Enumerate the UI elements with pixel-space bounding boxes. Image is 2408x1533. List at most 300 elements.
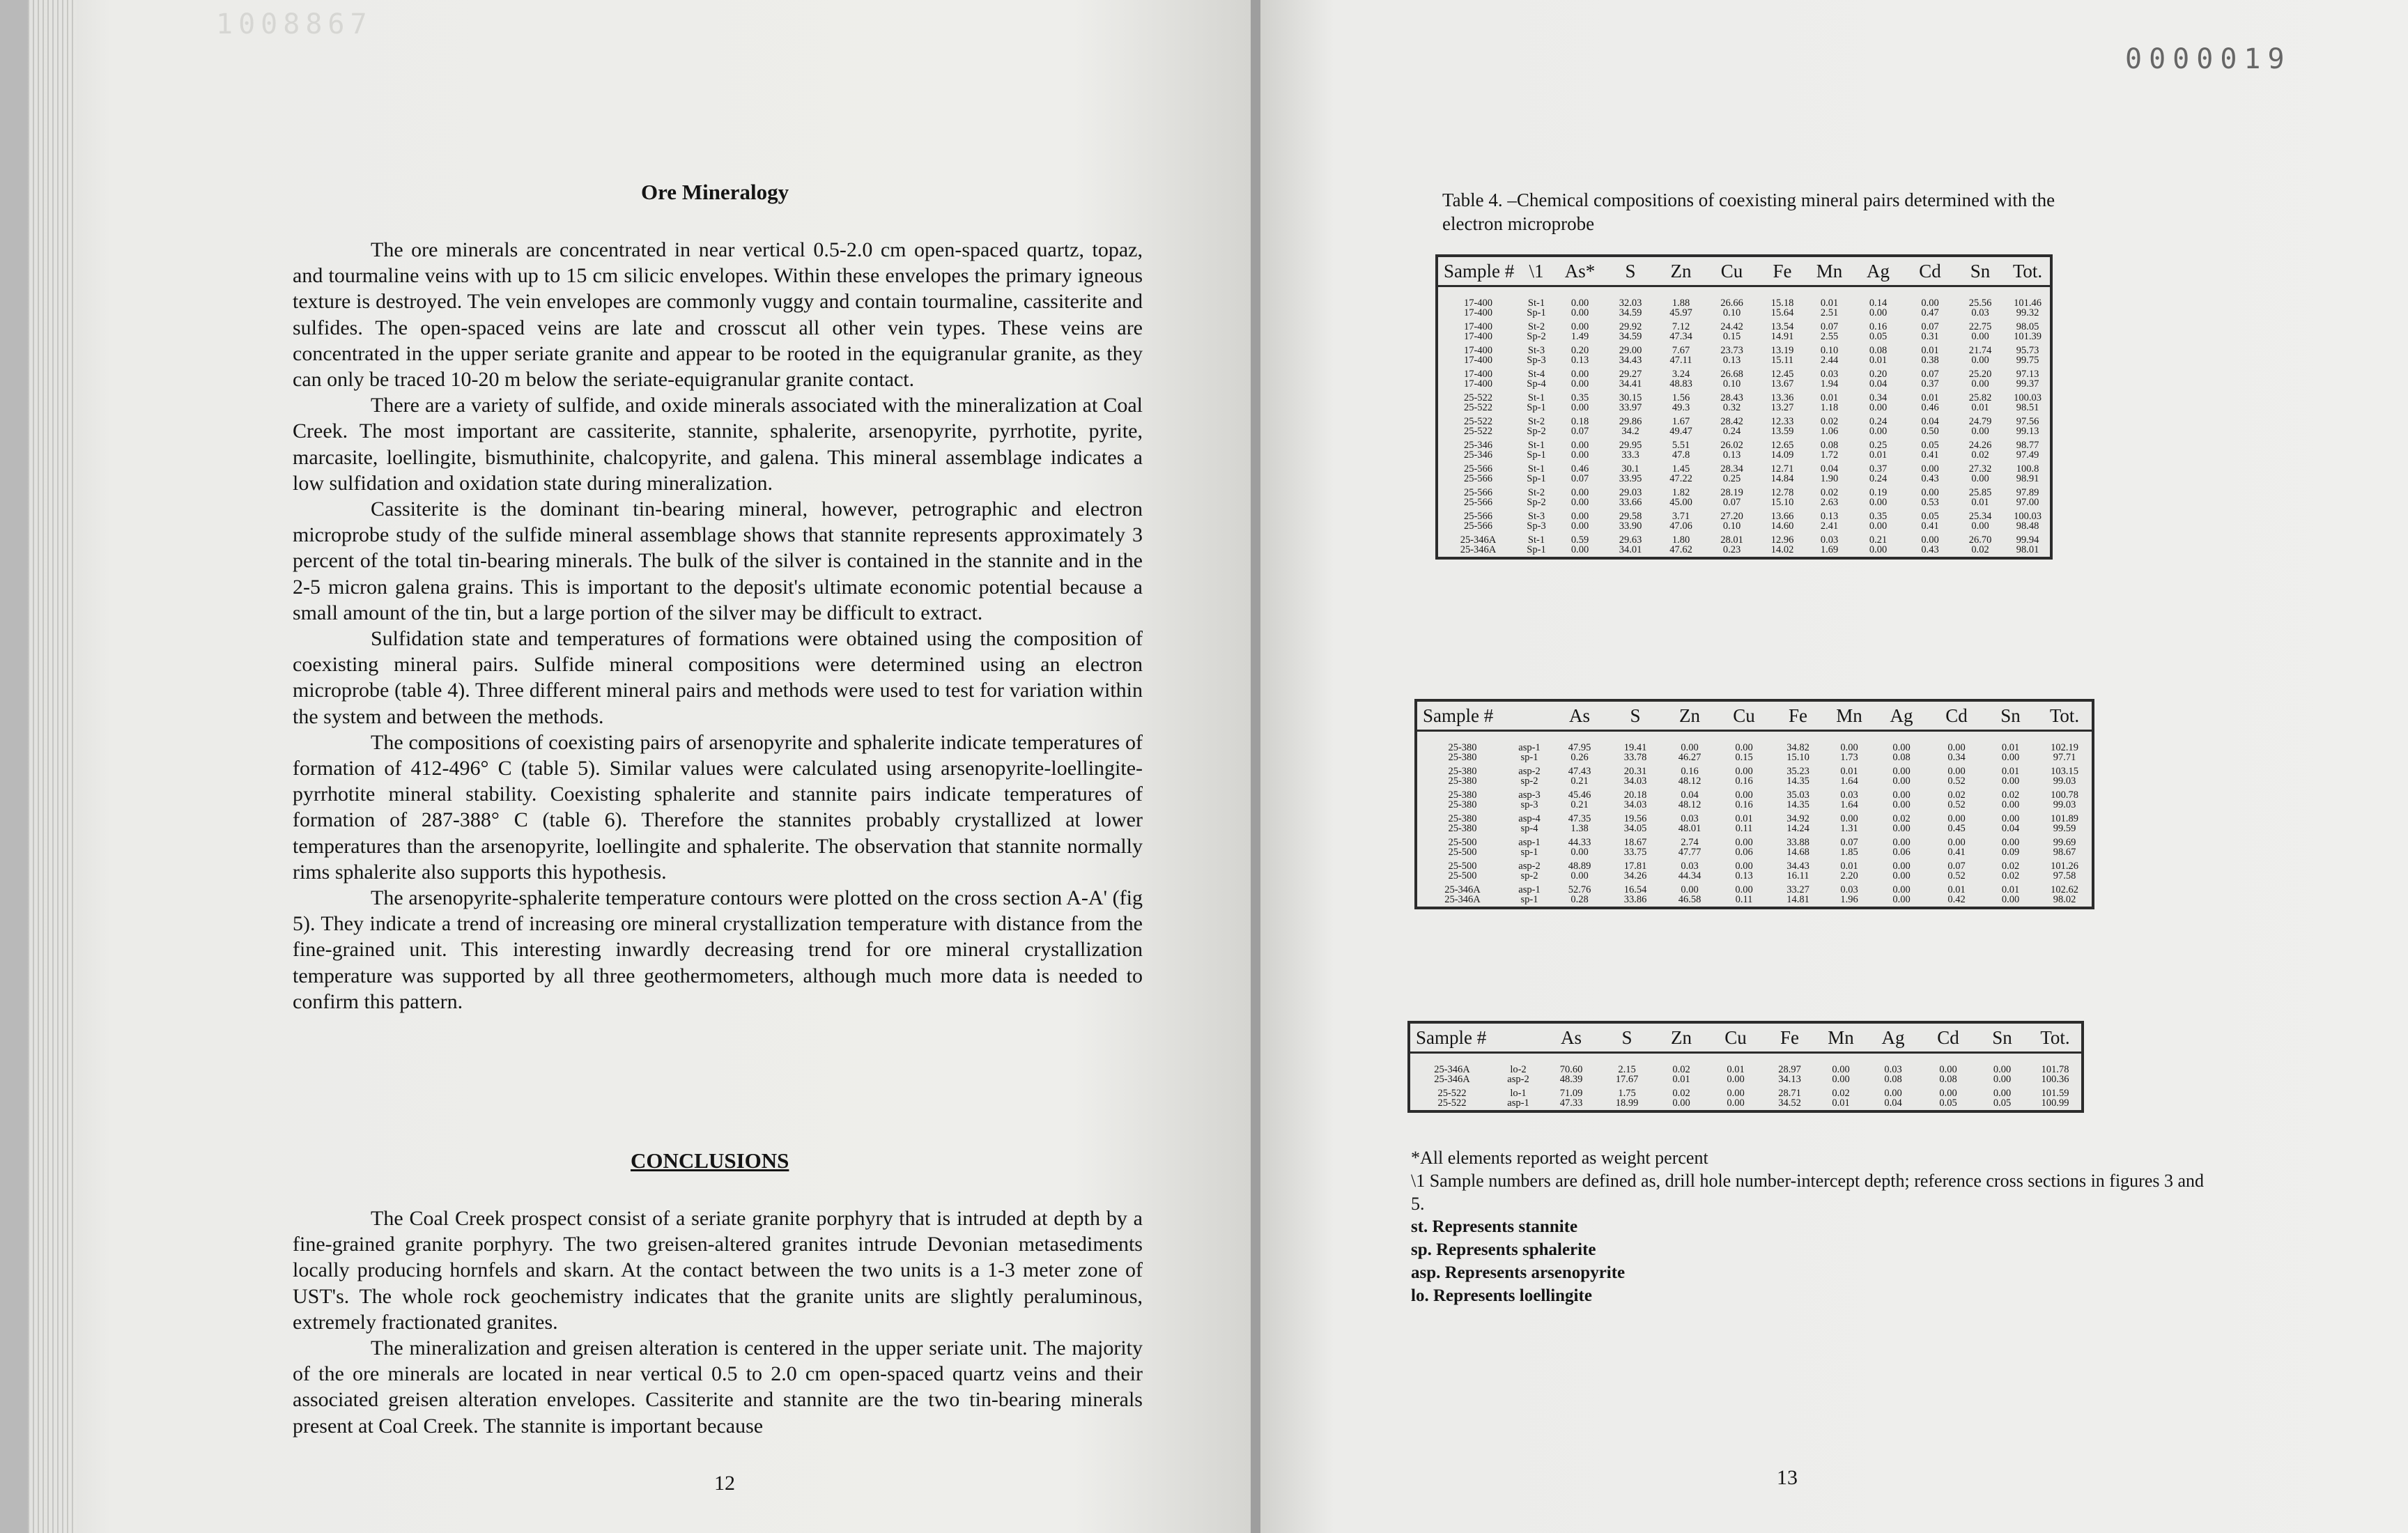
table-cell: 46.27 — [1678, 752, 1701, 763]
table-cell: 0.03 — [1681, 813, 1699, 824]
table-cell: 98.05 — [2016, 321, 2039, 332]
column-header: Cu — [1717, 702, 1771, 731]
table-cell: 25.85 — [1968, 487, 1992, 498]
column-header: Ag — [1851, 257, 1905, 286]
table-notes — [1411, 1146, 2212, 1307]
table-cell: 0.47 — [1921, 307, 1939, 318]
table-row — [1438, 379, 2050, 391]
table-cell: 0.23 — [1722, 544, 1741, 555]
table-cell: 102.62 — [2051, 884, 2078, 895]
table-cell: 3.24 — [1672, 369, 1690, 380]
table-cell: 12.33 — [1770, 416, 1794, 427]
table-cell: 17.67 — [1615, 1074, 1639, 1085]
table-cell: 0.00 — [1570, 497, 1589, 508]
table-cell: 25-522 — [1463, 416, 1493, 427]
table-cell: 0.00 — [1570, 307, 1589, 318]
table-cell: 0.38 — [1921, 355, 1939, 366]
table-cell: 25-522 — [1463, 402, 1493, 413]
table-cell: 29.86 — [1619, 416, 1642, 427]
table-cell: 0.00 — [1993, 1074, 2012, 1085]
table-cell: 47.43 — [1568, 766, 1591, 777]
table-cell: 0.00 — [1971, 473, 1989, 484]
table-cell: 0.41 — [1947, 847, 1966, 858]
table-cell: 34.05 — [1623, 823, 1647, 834]
table-cell: 0.00 — [1570, 321, 1589, 332]
table-cell: 29.58 — [1619, 511, 1642, 522]
table-cell: 1.38 — [1570, 823, 1589, 834]
table-cell: 25-500 — [1448, 847, 1477, 858]
column-header: Sample # — [1410, 1024, 1494, 1053]
table-cell: 0.00 — [1735, 766, 1753, 777]
column-header: Zn — [1656, 257, 1706, 286]
table-cell: 0.07 — [1840, 837, 1858, 848]
table-cell: 22.75 — [1968, 321, 1992, 332]
table-cell: 1.06 — [1820, 426, 1839, 437]
table-cell: 0.05 — [1921, 440, 1939, 451]
table-cell: 34.13 — [1778, 1074, 1801, 1085]
table-cell: 0.13 — [1735, 870, 1753, 881]
table-cell: 0.07 — [1722, 497, 1741, 508]
table-header-row — [1417, 702, 2092, 731]
table-cell: 1.85 — [1840, 847, 1858, 858]
abbreviation: st. Represents stannite — [1411, 1217, 1578, 1236]
table-cell: 16.54 — [1623, 884, 1647, 895]
table-cell: 14.68 — [1786, 847, 1809, 858]
table-row — [1410, 1053, 2081, 1075]
table-cell: 0.02 — [1820, 416, 1839, 427]
table-cell: 25-566 — [1463, 473, 1493, 484]
table-cell: 0.07 — [1820, 321, 1839, 332]
table-cell: 0.00 — [1672, 1097, 1690, 1109]
table-cell: sp-1 — [1520, 894, 1538, 905]
table-cell: 0.01 — [1971, 497, 1989, 508]
table-cell: 19.56 — [1623, 813, 1647, 824]
table-cell: 0.02 — [1971, 449, 1989, 461]
table-cell: 0.00 — [1570, 369, 1589, 380]
table-cell: St-1 — [1527, 392, 1545, 403]
column-header: Cd — [1929, 702, 1984, 731]
table-cell: 15.64 — [1770, 307, 1794, 318]
table-cell: 13.59 — [1770, 426, 1794, 437]
column-header: Fe — [1757, 257, 1807, 286]
table-cell: 25-566 — [1463, 511, 1493, 522]
column-header: Cd — [1905, 257, 1955, 286]
table-cell: 0.00 — [1869, 426, 1888, 437]
paragraph: The arsenopyrite-sphalerite temperature contours were plotted on the cross section A-A' (fig 5). They indicate a trend of increasing ore mineral crystallization temperature with distance from the fine-grained unit. This interesting inwardly decreasing trend for ore mineral crystallization temperature was supported by all three geothermometers, although much more data is needed to confirm this pattern. — [293, 886, 1143, 1013]
table-cell: 0.00 — [1570, 847, 1589, 858]
table-cell: 0.00 — [1735, 884, 1753, 895]
table-cell: 12.71 — [1770, 463, 1794, 475]
table-cell: 28.71 — [1778, 1088, 1801, 1099]
paragraph: The ore minerals are concentrated in near vertical 0.5-2.0 cm open-spaced quartz, topaz, and tourmaline veins with up to 15 cm silicic envelopes. Within these envelopes the primary igneous texture is destroyed. The vein envelopes are commonly vuggy and contain tourmaline, cassiterite and sulfides. The open-spaced veins are late and crosscut all other vein types. These veins are concentrated in the upper seriate granite and appear to be rooted in the equigranular granite, as they can only be traced 10-20 m below the seriate-equigranular granite contact. — [293, 238, 1143, 392]
column-header: As* — [1554, 257, 1605, 286]
table-cell: 99.03 — [2053, 776, 2076, 787]
table-cell: 33.88 — [1786, 837, 1809, 848]
table-cell: 103.15 — [2051, 766, 2078, 777]
table-cell: 33.86 — [1623, 894, 1647, 905]
table-cell: 28.01 — [1720, 534, 1743, 546]
table-cell: 0.01 — [1820, 298, 1839, 309]
column-header: Tot. — [2037, 702, 2092, 731]
table-cell: 25-346 — [1463, 449, 1493, 461]
table-row — [1417, 835, 2092, 847]
table-cell: 0.25 — [1722, 473, 1741, 484]
table-cell: 34.92 — [1786, 813, 1809, 824]
table-cell: 18.99 — [1615, 1097, 1639, 1109]
table-cell: 14.24 — [1786, 823, 1809, 834]
table-cell: 1.94 — [1820, 378, 1839, 390]
table-cell: 0.00 — [1735, 861, 1753, 872]
table-row — [1438, 533, 2050, 545]
table-cell: 0.37 — [1921, 378, 1939, 390]
table-cell: 0.02 — [2001, 789, 2020, 801]
table-cell: 101.59 — [2041, 1088, 2069, 1099]
table-cell: 0.02 — [1672, 1064, 1690, 1075]
table-row — [1417, 895, 2092, 907]
table-cell: 2.44 — [1820, 355, 1839, 366]
table-cell: 25-380 — [1448, 742, 1477, 753]
table-cell: 0.06 — [1735, 847, 1753, 858]
table-cell: 98.51 — [2016, 402, 2039, 413]
table-cell: 0.00 — [1921, 534, 1939, 546]
table-row — [1410, 1098, 2081, 1110]
table-cell: 0.10 — [1722, 307, 1741, 318]
table-cell: sp-4 — [1520, 823, 1538, 834]
table-cell: 32.03 — [1619, 298, 1642, 309]
table-cell: 0.52 — [1947, 799, 1966, 810]
table-row — [1417, 764, 2092, 776]
table-cell: 25-346A — [1434, 1074, 1470, 1085]
table-cell: 34.43 — [1786, 861, 1809, 872]
table-cell: 0.15 — [1722, 331, 1741, 342]
table-cell: 0.00 — [1947, 742, 1966, 753]
page-edge-lines — [28, 0, 77, 1533]
table-cell: 0.00 — [1892, 799, 1911, 810]
table-cell: 0.03 — [1820, 369, 1839, 380]
table-cell: 70.60 — [1559, 1064, 1583, 1075]
table-cell: 0.01 — [1971, 402, 1989, 413]
table-cell: 0.13 — [1570, 355, 1589, 366]
table-row — [1438, 355, 2050, 367]
table-cell: 48.89 — [1568, 861, 1591, 872]
table-row — [1438, 426, 2050, 438]
table-cell: 98.91 — [2016, 473, 2039, 484]
column-header: Cd — [1921, 1024, 1975, 1053]
column-header: Mn — [1825, 702, 1874, 731]
table-cell: 25-380 — [1448, 776, 1477, 787]
table-cell: 34.59 — [1619, 331, 1642, 342]
table-cell: 47.35 — [1568, 813, 1591, 824]
table-row — [1438, 498, 2050, 509]
table-cell: St-1 — [1527, 440, 1545, 451]
table-cell: 0.02 — [1672, 1088, 1690, 1099]
table-cell: 0.00 — [1971, 331, 1989, 342]
column-header: S — [1605, 257, 1656, 286]
table-cell: 2.51 — [1820, 307, 1839, 318]
ore-mineralogy-text — [293, 237, 1143, 1015]
composition-table-loellingite-arsenopyrite — [1407, 1021, 2084, 1113]
table-cell: 0.00 — [1884, 1088, 1902, 1099]
table-cell: 0.24 — [1869, 416, 1888, 427]
page-number-left: 12 — [714, 1472, 735, 1495]
table-cell: 14.35 — [1786, 776, 1809, 787]
table-cell: 0.14 — [1869, 298, 1888, 309]
table-cell: 0.13 — [1722, 355, 1741, 366]
table-cell: 99.13 — [2016, 426, 2039, 437]
table-cell: 0.01 — [1840, 861, 1858, 872]
table-cell: 12.45 — [1770, 369, 1794, 380]
table-cell: 14.09 — [1770, 449, 1794, 461]
table-cell: Sp-1 — [1527, 449, 1546, 461]
table-cell: 0.25 — [1869, 440, 1888, 451]
table-cell: 17-400 — [1463, 331, 1493, 342]
table-row — [1417, 883, 2092, 895]
table-cell: 0.00 — [1570, 402, 1589, 413]
table-cell: 45.00 — [1669, 497, 1692, 508]
table-cell: 45.46 — [1568, 789, 1591, 801]
column-header: Tot. — [2029, 1024, 2081, 1053]
table-cell: 0.01 — [1735, 813, 1753, 824]
table-cell: 101.46 — [2014, 298, 2042, 309]
paragraph: The Coal Creek prospect consist of a seriate granite porphyry that is intruded at depth by a fine-grained granite porphyry. The two greisen-altered granites intrude Devonian metasediments locally producing hornfels and skarn. At the contact between the two units is a 1-3 meter zone of UST's. The whole rock geochemistry indicates that the granite units are slightly peraluminous, extremely fractionated granites. — [293, 1207, 1143, 1334]
table-cell: 34.82 — [1786, 742, 1809, 753]
table-cell: 0.00 — [1892, 884, 1911, 895]
table-cell: 47.06 — [1669, 521, 1692, 532]
table-row — [1438, 486, 2050, 498]
table-cell: asp-3 — [1518, 789, 1541, 801]
table-cell: 0.00 — [1869, 521, 1888, 532]
table-cell: St-3 — [1527, 511, 1545, 522]
table-cell: 0.20 — [1869, 369, 1888, 380]
table-cell: 0.35 — [1869, 511, 1888, 522]
table-cell: 0.01 — [1921, 345, 1939, 356]
table-cell: 28.42 — [1720, 416, 1743, 427]
table-cell: 0.03 — [1884, 1064, 1902, 1075]
table-cell: 25.82 — [1968, 392, 1992, 403]
table-cell: 0.00 — [1570, 440, 1589, 451]
table-row — [1438, 509, 2050, 521]
note-weight-percent: *All elements reported as weight percent — [1411, 1148, 1708, 1168]
table-cell: 99.75 — [2016, 355, 2039, 366]
table-cell: 0.04 — [1921, 416, 1939, 427]
column-header: Mn — [1816, 1024, 1865, 1053]
table-cell: 99.03 — [2053, 799, 2076, 810]
table-cell: 17.81 — [1623, 861, 1647, 872]
table-cell: 0.34 — [1947, 752, 1966, 763]
table-cell: 0.00 — [1921, 487, 1939, 498]
table-cell: 45.97 — [1669, 307, 1692, 318]
table-cell: 7.67 — [1672, 345, 1690, 356]
table-row — [1438, 438, 2050, 450]
table-cell: 0.00 — [1892, 894, 1911, 905]
table-cell: 0.00 — [1892, 861, 1911, 872]
table-cell: 0.26 — [1570, 752, 1589, 763]
table-cell: 24.79 — [1968, 416, 1992, 427]
table-cell: lo-2 — [1510, 1064, 1527, 1075]
table-cell: Sp-2 — [1527, 497, 1546, 508]
table-cell: 33.97 — [1619, 402, 1642, 413]
table-cell: 34.03 — [1623, 799, 1647, 810]
table-cell: 17-400 — [1463, 345, 1493, 356]
table-cell: 25-380 — [1448, 766, 1477, 777]
table-row — [1438, 367, 2050, 379]
table-cell: 0.00 — [1993, 1064, 2012, 1075]
table-row — [1438, 391, 2050, 403]
column-header: Sn — [1984, 702, 2037, 731]
table-cell: 29.00 — [1619, 345, 1642, 356]
table-cell: 0.01 — [1869, 355, 1888, 366]
table-cell: 0.07 — [1947, 861, 1966, 872]
table-cell: 0.00 — [1570, 298, 1589, 309]
table-cell: 33.66 — [1619, 497, 1642, 508]
table-cell: 0.00 — [1570, 487, 1589, 498]
table-cell: 98.02 — [2053, 894, 2076, 905]
table-row — [1417, 812, 2092, 824]
table-cell: 98.77 — [2016, 440, 2039, 451]
table-cell: 0.00 — [2001, 799, 2020, 810]
table-cell: 14.02 — [1770, 544, 1794, 555]
table-row — [1417, 776, 2092, 788]
table-cell: 14.81 — [1786, 894, 1809, 905]
table-cell: 47.33 — [1559, 1097, 1583, 1109]
composition-table-stannite-sphalerite — [1435, 254, 2053, 560]
table-cell: 0.08 — [1820, 440, 1839, 451]
table-cell: 0.20 — [1570, 345, 1589, 356]
table-cell: 25-346A — [1444, 884, 1481, 895]
page-number-right: 13 — [1777, 1466, 1798, 1489]
table-cell: 25-500 — [1448, 870, 1477, 881]
table-cell: 0.01 — [1840, 766, 1858, 777]
table-cell: 0.01 — [1921, 392, 1939, 403]
table-cell: 0.00 — [1869, 497, 1888, 508]
table-cell: 25-522 — [1437, 1088, 1467, 1099]
paragraph: The mineralization and greisen alteration is centered in the upper seriate unit. The majority of the ore minerals are located in near vertical 0.5 to 2.0 cm open-spaced quartz veins and their associated greisen alteration envelopes. Cassiterite and stannite are the two tin-bearing minerals present at Coal Creek. The stannite is important because — [293, 1336, 1143, 1438]
table-cell: 1.80 — [1672, 534, 1690, 546]
table-cell: sp-1 — [1520, 847, 1538, 858]
table-cell: 0.52 — [1947, 776, 1966, 787]
table-cell: 12.65 — [1770, 440, 1794, 451]
table-cell: 19.41 — [1623, 742, 1647, 753]
table-cell: 1.64 — [1840, 776, 1858, 787]
table-cell: 2.41 — [1820, 521, 1839, 532]
table-cell: 25-346A — [1434, 1064, 1470, 1075]
table-cell: 0.00 — [1727, 1074, 1745, 1085]
table-cell: 0.45 — [1947, 823, 1966, 834]
abbreviation: lo. Represents loellingite — [1411, 1286, 1592, 1305]
conclusions-text — [293, 1205, 1143, 1439]
table-cell: 0.02 — [2001, 861, 2020, 872]
table-cell: 27.20 — [1720, 511, 1743, 522]
table-row — [1417, 847, 2092, 859]
table-cell: 18.67 — [1623, 837, 1647, 848]
table-cell: 13.36 — [1770, 392, 1794, 403]
table-cell: 28.19 — [1720, 487, 1743, 498]
table-cell: 0.00 — [1993, 1088, 2012, 1099]
note-sample-numbers: \1 Sample numbers are defined as, drill hole number-intercept depth; reference cross sections in figures 3 and 5. — [1411, 1171, 2205, 1214]
table-cell: 28.97 — [1778, 1064, 1801, 1075]
table-cell: 97.56 — [2016, 416, 2039, 427]
table-cell: 1.73 — [1840, 752, 1858, 763]
table-cell: 26.68 — [1720, 369, 1743, 380]
table-cell: 0.16 — [1735, 776, 1753, 787]
table-cell: sp-3 — [1520, 799, 1538, 810]
table-cell: 47.77 — [1678, 847, 1701, 858]
table-cell: 0.42 — [1947, 894, 1966, 905]
table-cell: 17-400 — [1463, 369, 1493, 380]
table-cell: 0.00 — [1971, 378, 1989, 390]
table-cell: 0.04 — [1869, 378, 1888, 390]
table-cell: 0.00 — [1832, 1074, 1850, 1085]
table-cell: 0.10 — [1820, 345, 1839, 356]
table-cell: 25-380 — [1448, 799, 1477, 810]
table-cell: 99.59 — [2053, 823, 2076, 834]
table-cell: 33.3 — [1621, 449, 1639, 461]
table-cell: 0.02 — [1820, 487, 1839, 498]
table-cell: 0.01 — [1672, 1074, 1690, 1085]
table-cell: 100.03 — [2014, 392, 2042, 403]
table-cell: 47.8 — [1672, 449, 1690, 461]
table-cell: 1.69 — [1820, 544, 1839, 555]
table-cell: 0.00 — [1892, 776, 1911, 787]
table-cell: 24.26 — [1968, 440, 1992, 451]
table-cell: 0.01 — [1947, 884, 1966, 895]
abbreviation-list — [1411, 1215, 2212, 1307]
table-cell: 97.58 — [2053, 870, 2076, 881]
table-cell: 0.31 — [1921, 331, 1939, 342]
table-row — [1417, 788, 2092, 800]
table-cell: sp-1 — [1520, 752, 1538, 763]
table-row — [1417, 731, 2092, 753]
table-cell: 25.56 — [1968, 298, 1992, 309]
table-cell: 0.00 — [1570, 544, 1589, 555]
table-cell: 48.12 — [1678, 776, 1701, 787]
conclusions-heading: CONCLUSIONS — [631, 1148, 789, 1173]
table-cell: St-2 — [1527, 416, 1545, 427]
table-cell: Sp-3 — [1527, 521, 1546, 532]
table-cell: 97.00 — [2016, 497, 2039, 508]
paragraph: Sulfidation state and temperatures of formations were obtained using the composition of coexisting mineral pairs. Sulfide mineral compositions were determined using an electron microprobe (table 4). Three different mineral pairs and methods were used to test for variation within the system and between the methods. — [293, 627, 1143, 728]
table-cell: 1.56 — [1672, 392, 1690, 403]
table-row — [1438, 344, 2050, 355]
table-cell: 0.00 — [1892, 823, 1911, 834]
table-cell: 71.09 — [1559, 1088, 1583, 1099]
table-cell: 25-522 — [1463, 392, 1493, 403]
table-cell: 44.33 — [1568, 837, 1591, 848]
table-cell: 0.04 — [1820, 463, 1839, 475]
table-cell: 0.00 — [1947, 837, 1966, 848]
table-cell: sp-2 — [1520, 776, 1538, 787]
table-caption: Table 4. –Chemical compositions of coexisting mineral pairs determined with the electron microprobe — [1442, 190, 2055, 234]
table-cell: Sp-2 — [1527, 426, 1546, 437]
table-cell: 0.05 — [1993, 1097, 2012, 1109]
table-cell: 0.32 — [1722, 402, 1741, 413]
table-cell: 100.36 — [2041, 1074, 2069, 1085]
table-cell: 0.01 — [2001, 766, 2020, 777]
table-cell: 33.95 — [1619, 473, 1642, 484]
table-cell: 12.96 — [1770, 534, 1794, 546]
table-cell: 48.01 — [1678, 823, 1701, 834]
table-cell: 0.03 — [1971, 307, 1989, 318]
table-cell: 0.05 — [1869, 331, 1888, 342]
table-cell: 49.3 — [1672, 402, 1690, 413]
table-cell: 0.00 — [1971, 426, 1989, 437]
table-cell: 0.00 — [1892, 766, 1911, 777]
table-cell: 0.00 — [1892, 789, 1911, 801]
table-cell: St-2 — [1527, 321, 1545, 332]
table-cell: 0.00 — [2001, 776, 2020, 787]
table-cell: asp-2 — [1518, 766, 1541, 777]
table-cell: 33.27 — [1786, 884, 1809, 895]
